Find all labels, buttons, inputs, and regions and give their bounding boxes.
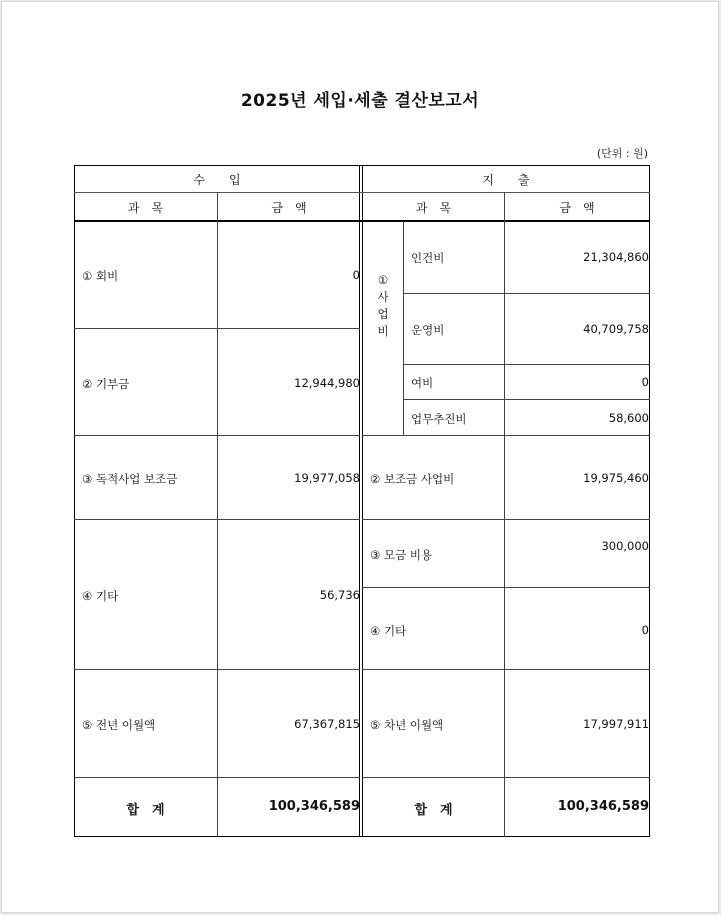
expense-subsidy-project-amount: 19,975,460 [583, 471, 649, 485]
expense-project-group-label: ① 사 업 비 [377, 273, 389, 338]
income-carryover-label: ⑤ 전년 이월액 [82, 718, 156, 732]
expense-subsidy-project-label: ② 보조금 사업비 [370, 472, 455, 486]
expense-operation-label: 운영비 [411, 323, 445, 337]
expense-item-header: 과 목 [415, 201, 452, 215]
expense-fundraising-label: ③ 모금 비용 [370, 548, 433, 562]
income-membership-amount: 0 [352, 268, 360, 282]
income-total-label: 합 계 [126, 803, 165, 818]
expense-business-amount: 58,600 [608, 411, 649, 425]
page-title: 2025년 세입·세출 결산보고서 [240, 91, 480, 111]
unit-label: (단위 : 원) [596, 147, 648, 160]
expense-amount-header: 금 액 [559, 201, 595, 215]
income-total-amount: 100,346,589 [268, 799, 360, 814]
expense-carryforward-amount: 17,997,911 [583, 717, 649, 731]
income-header: 수 입 [193, 173, 241, 187]
income-other-amount: 56,736 [319, 588, 360, 602]
expense-carryforward-label: ⑤ 차년 이월액 [370, 718, 444, 732]
expense-operation-amount: 40,709,758 [583, 322, 649, 336]
expense-personnel-amount: 21,304,860 [583, 250, 649, 264]
income-membership-label: ① 회비 [82, 269, 119, 283]
expense-total-label: 합 계 [414, 803, 453, 818]
income-subsidy-label: ③ 독적사업 보조금 [82, 472, 178, 486]
expense-other-label: ④ 기타 [370, 624, 407, 638]
expense-header: 지 출 [482, 173, 530, 187]
expense-travel-amount: 0 [641, 375, 649, 389]
income-subsidy-amount: 19,977,058 [294, 471, 360, 485]
income-donation-label: ② 기부금 [82, 377, 130, 391]
expense-fundraising-amount: 300,000 [601, 539, 649, 553]
expense-business-label: 업무추진비 [411, 412, 467, 426]
income-item-header: 과 목 [127, 201, 164, 215]
income-other-label: ④ 기타 [82, 589, 119, 603]
expense-travel-label: 여비 [411, 376, 434, 390]
expense-personnel-label: 인건비 [411, 251, 445, 265]
income-donation-amount: 12,944,980 [294, 376, 360, 390]
income-carryover-amount: 67,367,815 [294, 717, 360, 731]
document-page [1, 1, 719, 913]
income-amount-header: 금 액 [271, 201, 307, 215]
expense-total-amount: 100,346,589 [557, 799, 649, 814]
expense-other-amount: 0 [641, 623, 649, 637]
